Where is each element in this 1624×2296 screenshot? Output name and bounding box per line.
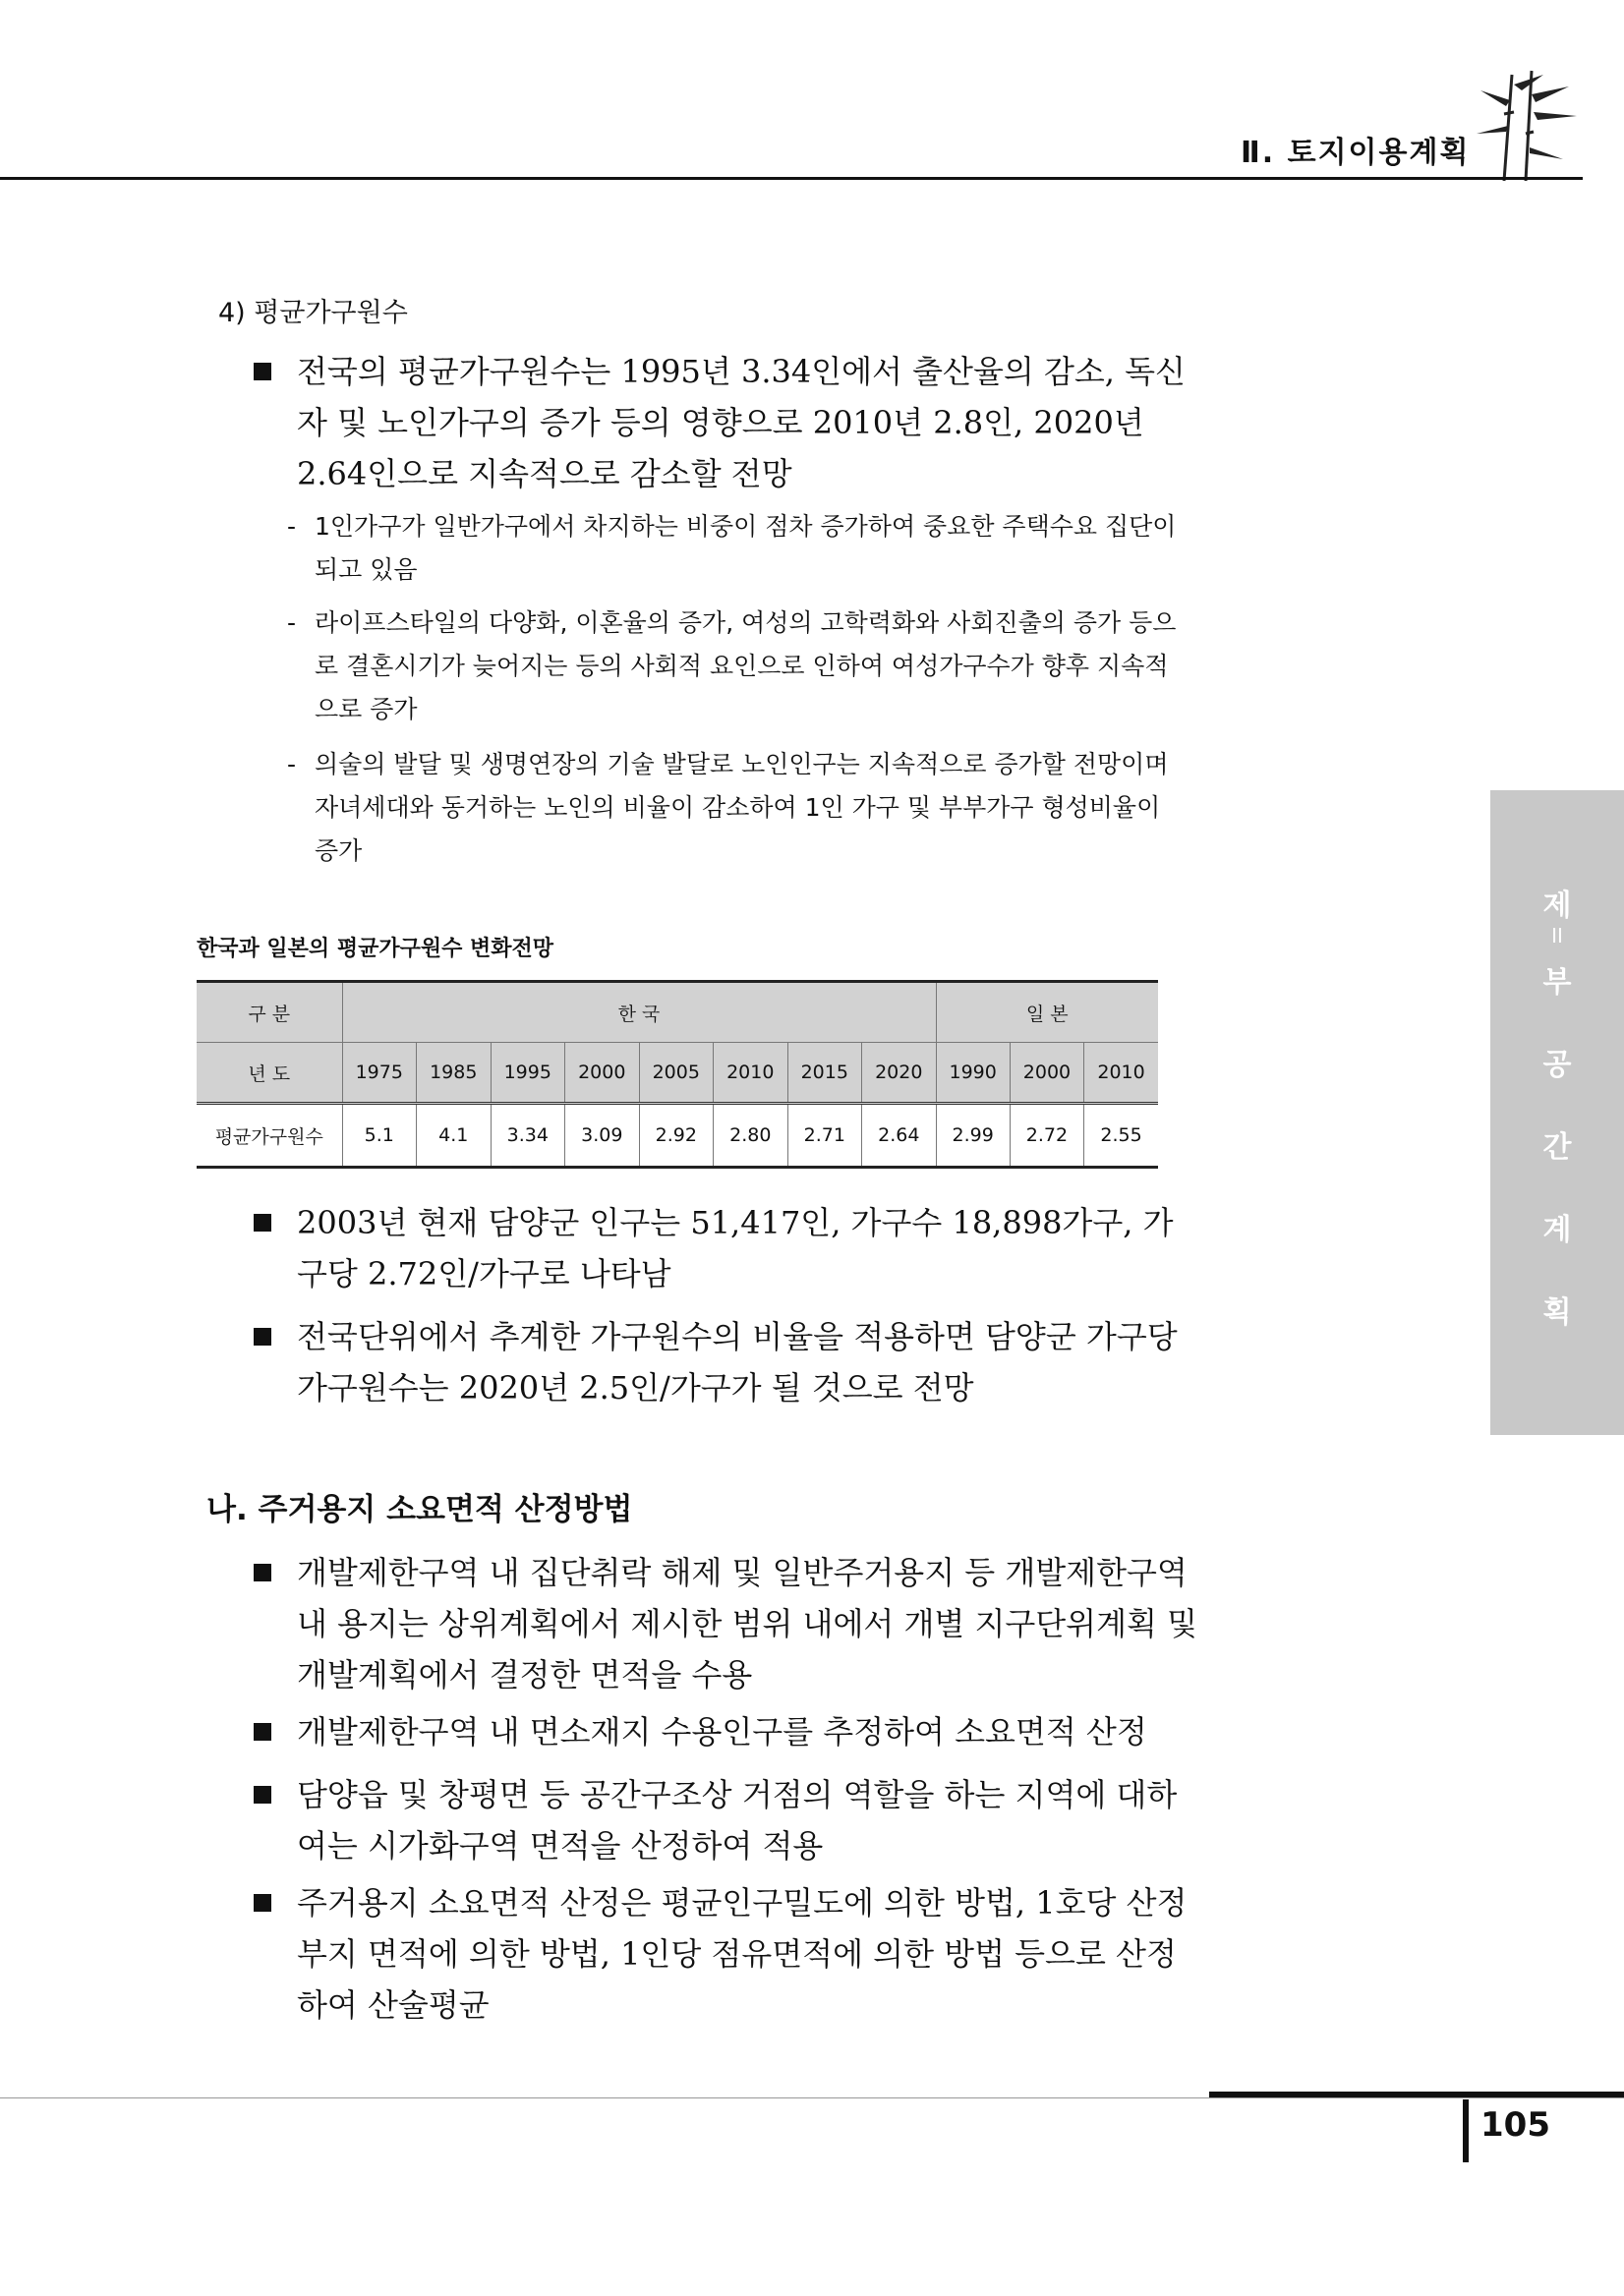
header-label-cell: 구 분 <box>197 982 342 1043</box>
table-row <box>197 1104 1158 1168</box>
year-cell: 1990 <box>936 1043 1010 1104</box>
subsection-title: 나. 주거용지 소요면적 산정방법 <box>206 1492 633 1527</box>
table-caption: 한국과 일본의 평균가구원수 변화전망 <box>197 937 554 961</box>
year-label-cell: 년 도 <box>197 1043 342 1104</box>
square-bullet-icon <box>254 1786 271 1804</box>
year-cell: 1985 <box>417 1043 492 1104</box>
dash-mark: - <box>287 512 297 541</box>
year-cell: 2010 <box>1084 1043 1158 1104</box>
running-header: Ⅱ. 토지이용계획 <box>1241 136 1471 170</box>
footer-bar <box>1463 2099 1469 2162</box>
side-tab-char: 획 <box>1542 1295 1572 1330</box>
bullet-text: 개발제한구역 내 집단취락 해제 및 일반주거용지 등 개발제한구역 내 용지는 상위계획에서 제시한 범위 내에서 개별 지구단위계획 및 개발계획에서 결정한 면적을 수용 <box>297 1554 1198 1693</box>
side-tab-char: 공 <box>1542 1048 1572 1082</box>
dash-text: 1인가구가 일반가구에서 차지하는 비중이 점차 증가하여 중요한 주택수요 집단이 되고 있음 <box>315 512 1177 584</box>
value-cell: 3.09 <box>565 1104 640 1168</box>
value-cell: 2.99 <box>936 1104 1010 1168</box>
side-tab-char: 간 <box>1542 1130 1572 1165</box>
square-bullet-icon <box>254 1214 271 1232</box>
value-cell: 5.1 <box>342 1104 417 1168</box>
footer-rule-thick <box>1209 2092 1624 2097</box>
year-cell: 2015 <box>787 1043 862 1104</box>
value-cell: 4.1 <box>417 1104 492 1168</box>
header-rule <box>0 177 1583 180</box>
dash-text: 라이프스타일의 다양화, 이혼율의 증가, 여성의 고학력화와 사회진출의 증가 등으로 결혼시기가 늦어지는 등의 사회적 요인으로 인하여 여성가구수가 향후 지속적으로 증가 <box>315 608 1177 723</box>
bullet-text: 주거용지 소요면적 산정은 평균인구밀도에 의한 방법, 1호당 산정부지 면적에 의한 방법, 1인당 점유면적에 의한 방법 등으로 산정하여 산술평균 <box>297 1884 1188 2024</box>
page-number: 105 <box>1480 2105 1550 2145</box>
value-cell: 2.92 <box>639 1104 714 1168</box>
value-cell: 2.72 <box>1010 1104 1083 1168</box>
value-cell: 2.71 <box>787 1104 862 1168</box>
square-bullet-icon <box>254 1564 271 1581</box>
year-cell: 2020 <box>862 1043 937 1104</box>
value-cell: 2.55 <box>1084 1104 1158 1168</box>
dash-text: 의술의 발달 및 생명연장의 기술 발달로 노인인구는 지속적으로 증가할 전망이며 자녀세대와 동거하는 노인의 비율이 감소하여 1인 가구 및 부부가구 형성비율이 증가 <box>315 750 1169 865</box>
side-tab-char: 계 <box>1542 1213 1572 1247</box>
table-year-row <box>197 1043 1158 1104</box>
year-cell: 2005 <box>639 1043 714 1104</box>
bamboo-icon <box>1475 65 1585 185</box>
chapter-side-tab <box>1490 790 1624 1435</box>
dash-mark: - <box>287 608 297 637</box>
square-bullet-icon <box>254 1723 271 1741</box>
side-tab-char: II <box>1551 924 1563 947</box>
square-bullet-icon <box>254 1328 271 1346</box>
year-cell: 2000 <box>1010 1043 1083 1104</box>
year-cell: 2010 <box>714 1043 788 1104</box>
bullet-text: 담양읍 및 창평면 등 공간구조상 거점의 역할을 하는 지역에 대하여는 시가화구역 면적을 산정하여 적용 <box>297 1776 1178 1865</box>
table-header-row <box>197 982 1158 1043</box>
value-cell: 2.80 <box>714 1104 788 1168</box>
year-cell: 2000 <box>565 1043 640 1104</box>
bullet-text: 개발제한구역 내 면소재지 수용인구를 추정하여 소요면적 산정 <box>297 1713 1147 1751</box>
bullet-text: 전국의 평균가구원수는 1995년 3.34인에서 출산율의 감소, 독신자 및 노인가구의 증가 등의 영향으로 2010년 2.8인, 2020년 2.64인으로 지속적으로 감소할 전망 <box>297 353 1186 492</box>
section-title: 4) 평균가구원수 <box>218 298 408 328</box>
bullet-text: 2003년 현재 담양군 인구는 51,417인, 가구수 18,898가구, 가구당 2.72인/가구로 나타남 <box>297 1204 1174 1292</box>
side-tab-char: 부 <box>1542 965 1572 1000</box>
footer-rule <box>0 2097 1624 2098</box>
value-cell: 2.64 <box>862 1104 937 1168</box>
square-bullet-icon <box>254 1894 271 1912</box>
side-tab-char: 제 <box>1542 889 1572 923</box>
square-bullet-icon <box>254 363 271 380</box>
year-cell: 1995 <box>491 1043 565 1104</box>
value-cell: 3.34 <box>491 1104 565 1168</box>
dash-mark: - <box>287 750 297 778</box>
row-label-cell: 평균가구원수 <box>197 1104 342 1168</box>
bullet-text: 전국단위에서 추계한 가구원수의 비율을 적용하면 담양군 가구당 가구원수는 2020년 2.5인/가구가 될 것으로 전망 <box>297 1318 1178 1406</box>
japan-header-cell: 일 본 <box>936 982 1158 1043</box>
korea-header-cell: 한 국 <box>342 982 936 1043</box>
household-size-table <box>197 980 1158 1169</box>
year-cell: 1975 <box>342 1043 417 1104</box>
